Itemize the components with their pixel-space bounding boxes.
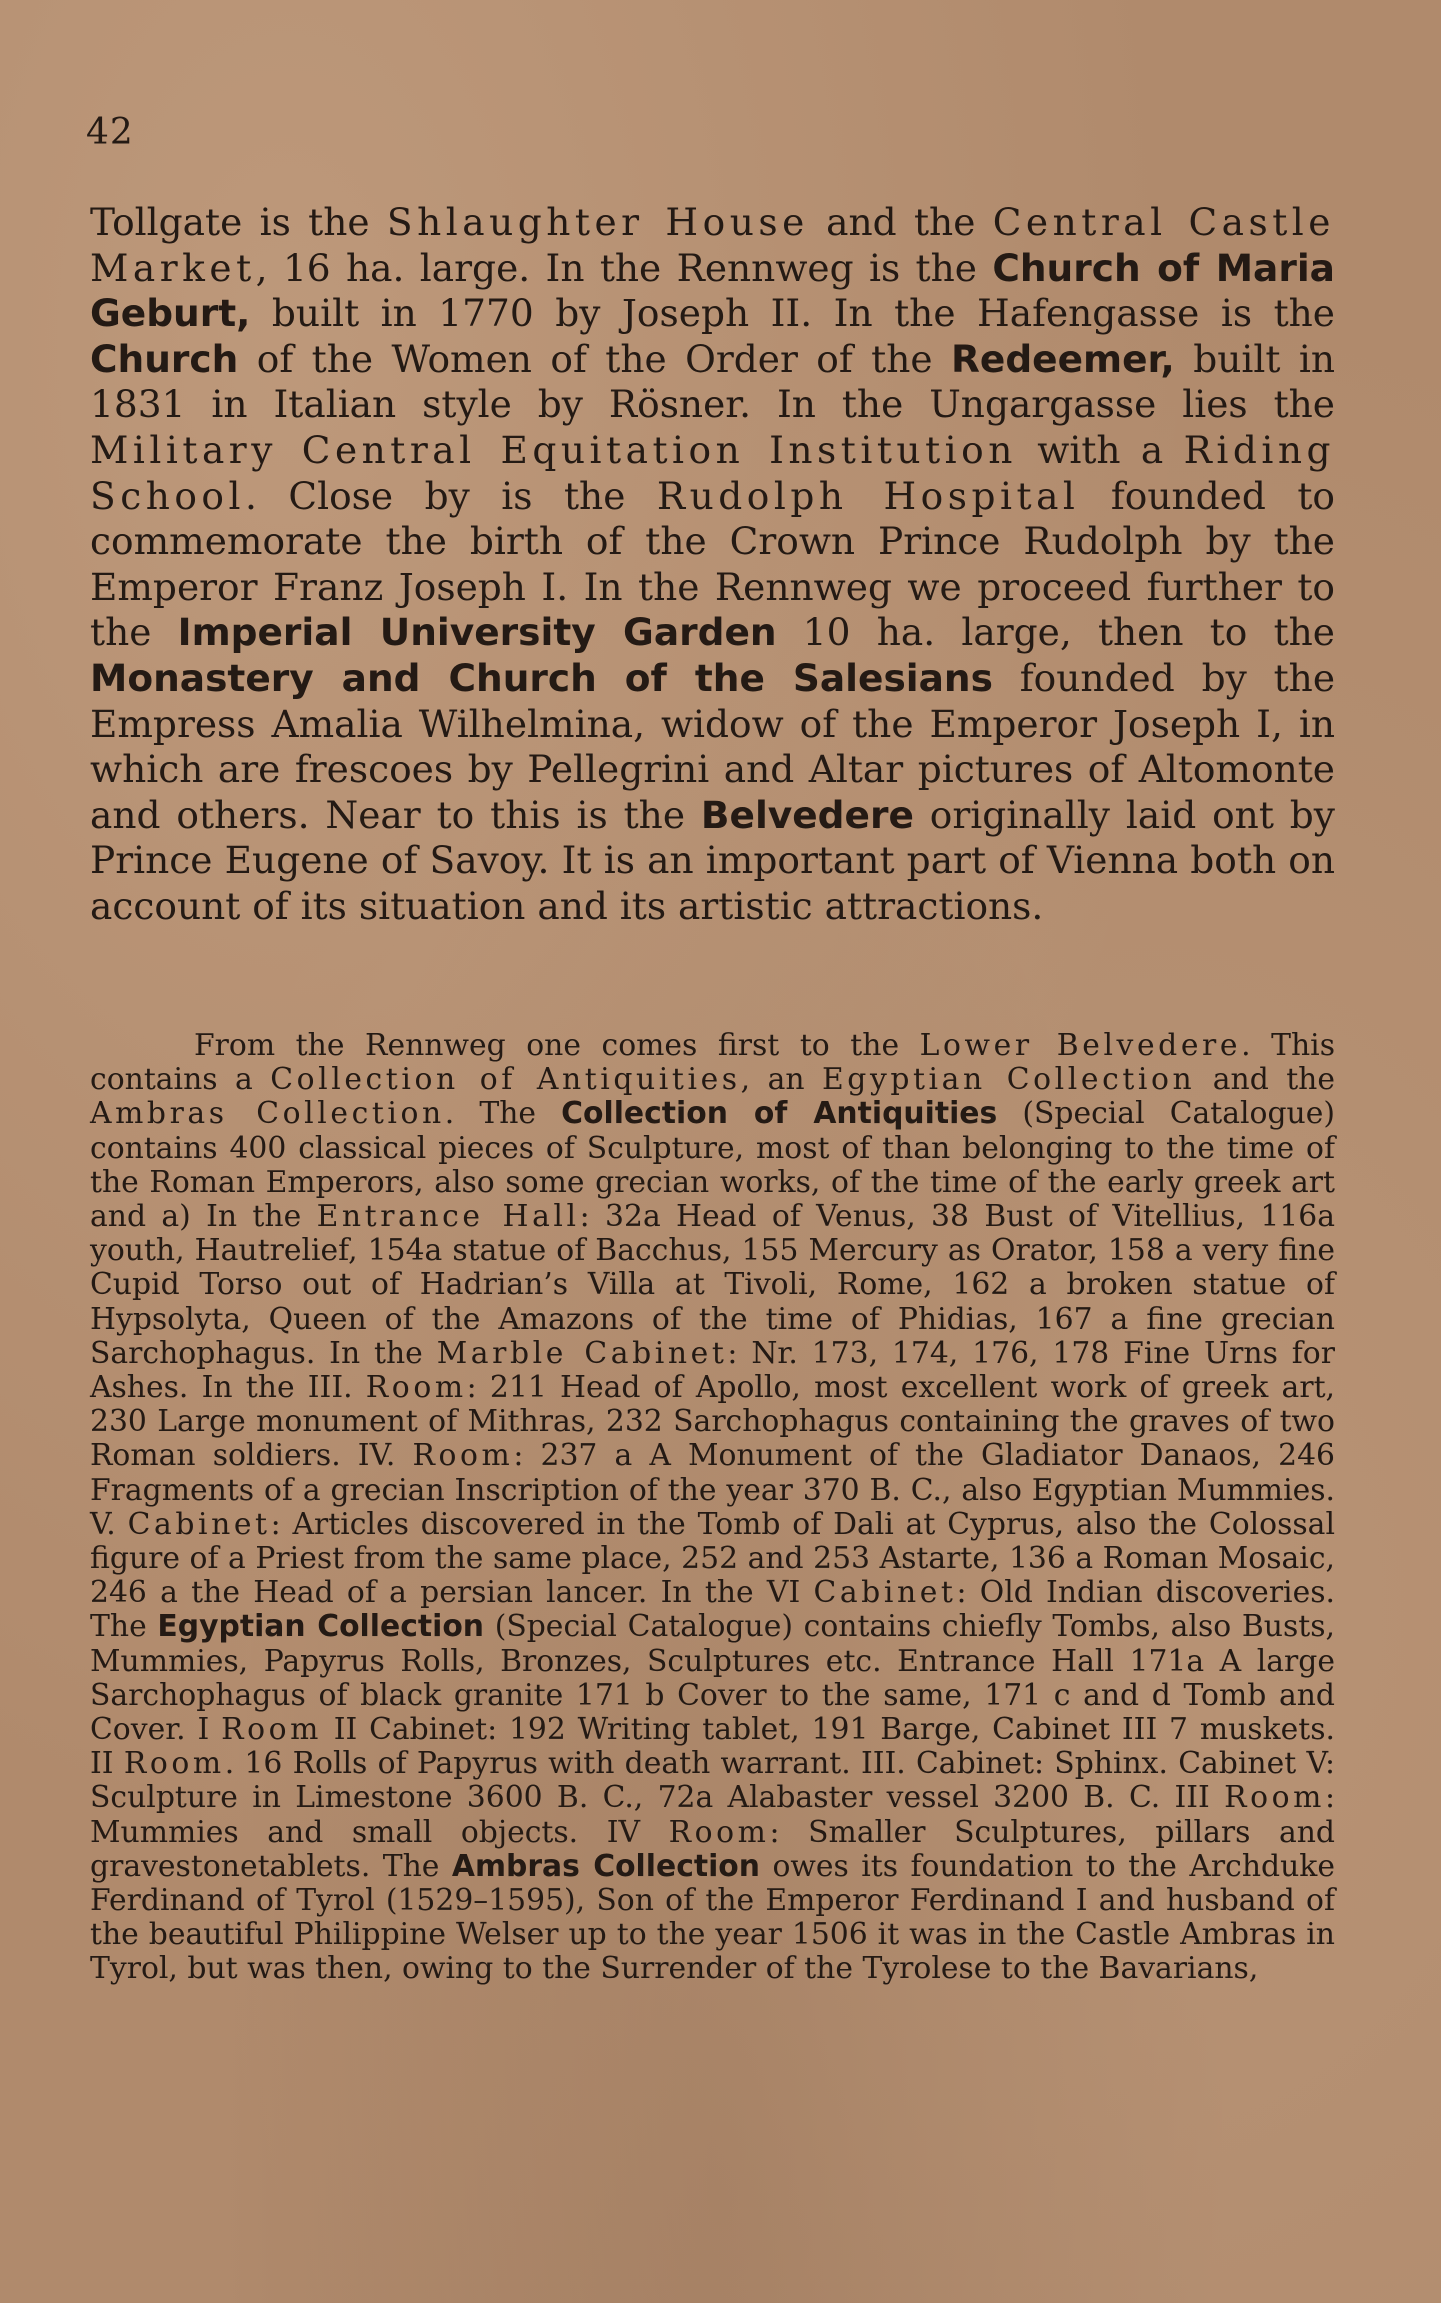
spaced-text: Lower Belvedere [919, 1028, 1242, 1063]
text-run: . 16 Rolls of Papyrus with death warrant. III. Cabinet: Sphinx. Cabinet V: Sculpture in Limestone 3600 B. C., 72a Alabaster vessel 3200 B. C. III [90, 1746, 1336, 1816]
text-run: (Special Catalogue) contains 400 classical pieces of Sculpture, most of than belonging to the time of the Roman Emperors, also some grecian works, of the time of the early greek art and a) In the [90, 1096, 1335, 1235]
text-run: and the [1195, 1062, 1335, 1098]
text-run: originally laid ont by Prince Eugene of Savoy. It is an important part of Vienna both on account of its situation and its artistic attractions. [90, 792, 1335, 928]
spaced-text: Marble Cabinet [436, 1335, 728, 1371]
spaced-text: Collection of Antiquities [270, 1062, 741, 1098]
text-run: , 16 ha. large. In the Rennweg is the [255, 245, 993, 290]
text-run: . This contains a [90, 1028, 1335, 1098]
text-run: . Close by is the [245, 473, 657, 518]
text-run: with a [1016, 427, 1184, 472]
text-run: founded to commemorate the birth of the Crown Prince Rudolph by the Emperor Franz Joseph I. In the Rennweg we proceed further to the [90, 473, 1335, 655]
bold-term: Church [90, 336, 239, 381]
bold-term: Collection of Antiquities [561, 1096, 998, 1132]
text-run: : Old Indian discoveries. The [90, 1575, 1335, 1645]
text-run: 10 ha. large, then to the [776, 610, 1335, 655]
text-run: : Articles discovered in the Tomb of Dali at Cyprus, also the Colossal figure of a Priest from the same place, 252 and 253 Astarte, 136 a Roman Mosaic, 246 a the Head of a persian lancer. In the VI [90, 1506, 1335, 1611]
spaced-text: Room [668, 1814, 770, 1850]
text-run: built in 1831 in Italian style by Rösner. In the Ungargasse lies the [90, 336, 1335, 427]
spaced-text: Room [412, 1438, 514, 1474]
spaced-text: Military Central Equitation Institution [90, 427, 1017, 472]
text-run: : 32a Head of Venus, 38 Bust of Vitellius, 116a youth, Hautrelief, 154a statue of Bacchus, 155 Mercury as Orator, 158 a very fine Cupid Torso out of Hadrian’s Villa at Tivoli, Rome, 162 a broken statue of Hypsolyta, Queen of the Amazons of the time of Phidias, 167 a fine grecian Sarchophagus. In the [90, 1199, 1335, 1371]
bold-term: Egyptian Collection [157, 1609, 484, 1645]
spaced-text: Rudolph Hospital [656, 473, 1080, 518]
paragraph-belvedere [90, 1029, 1335, 1987]
spaced-text: Riding School [90, 427, 1336, 518]
spaced-text: Room [365, 1370, 467, 1406]
bold-term: Ambras Collection [451, 1848, 760, 1884]
spaced-text: Entrance Hall [316, 1199, 580, 1235]
bold-term: Church of Maria Geburt, [90, 245, 1335, 336]
text-run: : Smaller Sculptures, pillars and gravestonetablets. The [90, 1814, 1335, 1884]
paragraph-tollgate [90, 200, 1335, 930]
spaced-text: Room [221, 1712, 322, 1748]
text-run: From the Rennweg one comes first to the [194, 1028, 920, 1063]
text-run: , an [740, 1062, 822, 1098]
text-run: (Special Catalogue) contains chiefly Tombs, also Busts, Mummies, Papyrus Rolls, Bronzes, Sculptures etc. Entrance Hall 171a A large Sarchophagus of black granite 171 b Cover to the same, 171 c and d Tomb and Cover. I [90, 1609, 1335, 1748]
spaced-text: Room [123, 1746, 225, 1782]
bold-term: Imperial University Garden [177, 610, 777, 655]
spaced-text: Cabinet [127, 1506, 271, 1542]
text-run: Tollgate is the [90, 200, 387, 244]
spaced-text: Shlaughter House [386, 200, 809, 244]
spaced-text: Cabinet [813, 1575, 957, 1611]
small-text-block [90, 1029, 1335, 1987]
page-number: 42 [86, 112, 134, 153]
text-run: of the Women of the Order of the [238, 336, 952, 381]
spaced-text: Central Castle Market [90, 200, 1335, 290]
text-run: : 237 a A Monument of the Gladiator Danaos, 246 Fragments of a grecian Inscription of the year 370 B. C., also Egyptian Mummies. V. [90, 1438, 1335, 1542]
text-run: : Mummies and small objects. IV [90, 1780, 1335, 1850]
text-run: II Cabinet: 192 Writing tablet, 191 Barge, Cabinet III 7 muskets. II [90, 1712, 1335, 1782]
text-run: : Nr. 173, 174, 176, 178 Fine Urns for Ashes. In the III. [90, 1335, 1335, 1406]
spaced-text: Ambras Collection [90, 1096, 445, 1132]
bold-term: Redeemer, [951, 336, 1175, 381]
spaced-text: Room [1224, 1780, 1325, 1816]
bold-term: Monastery and Church of the Salesians [90, 655, 993, 700]
spaced-text: Egyptian Collection [821, 1062, 1196, 1098]
text-run: owes its foundation to the Archduke Ferdinand of Tyrol (1529–1595), Son of the Emperor Ferdinand I and husband of the beautiful Philippine Welser up to the year 1506 it was in the Castle Ambras in Tyrol, but was then, owing to the Surrender of the Tyrolese to the Bavarians, [90, 1848, 1335, 1987]
main-text-block [90, 200, 1335, 930]
text-run: : 211 Head of Apollo, most excellent work of greek art, 230 Large monument of Mithras, 232 Sarchophagus containing the graves of two Roman soldiers. IV. [90, 1370, 1336, 1474]
text-run: and the [808, 200, 993, 244]
text-run: . The [444, 1096, 562, 1132]
text-run: built in 1770 by Joseph II. In the Hafengasse is the [250, 291, 1335, 336]
bold-term: Belvedere [700, 792, 914, 837]
text-run: founded by the Empress Amalia Wilhelmina, widow of the Emperor Joseph I, in which are frescoes by Pellegrini and Altar pictures of Altomonte and others. Near to this is the [90, 655, 1336, 837]
